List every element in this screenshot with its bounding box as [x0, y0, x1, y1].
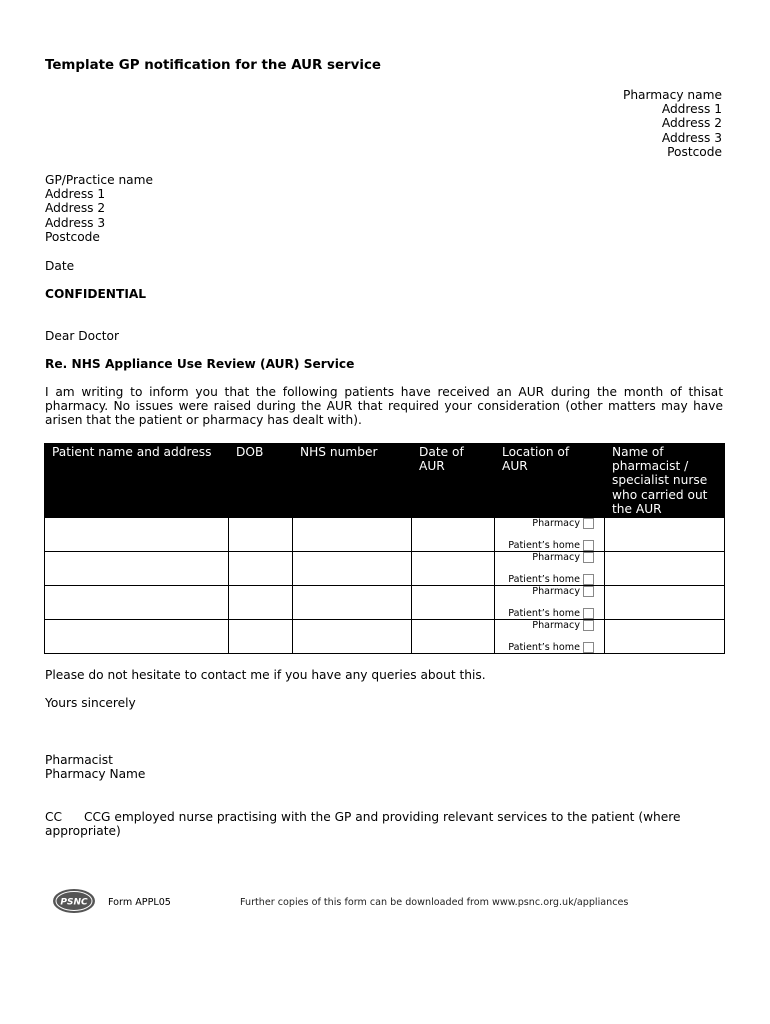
- patients-home-checkbox[interactable]: [583, 608, 594, 619]
- dob-cell[interactable]: [229, 586, 293, 620]
- col-pharmacist-name: Name of pharmacist / specialist nurse who carried out the AUR: [605, 444, 725, 518]
- patient-name-cell[interactable]: [45, 620, 229, 654]
- date-cell[interactable]: [412, 552, 495, 586]
- patient-name-cell[interactable]: [45, 586, 229, 620]
- intro-text: I am writing to inform you that the following patients have received an AUR during the month of: [45, 385, 682, 399]
- pharmacy-name: Pharmacy name: [622, 88, 722, 102]
- form-id: Form APPL05: [108, 897, 171, 908]
- option-label: Patient’s home: [508, 540, 580, 552]
- pharmacist-cell[interactable]: [605, 586, 725, 620]
- intro-text-continued: this pharmacy. No issues were raised during the AUR that required your consideration (other matters may have arisen that the patient or pharmacy has dealt with).: [45, 385, 723, 428]
- dob-cell[interactable]: [229, 620, 293, 654]
- gp-address-block: [45, 173, 153, 244]
- table-row: [45, 518, 725, 552]
- location-pharmacy-option: [532, 586, 594, 597]
- footer: [52, 888, 672, 916]
- location-pharmacy-option: [532, 552, 594, 563]
- location-home-option: [508, 574, 594, 585]
- signature-block: [45, 753, 145, 781]
- location-home-option: [508, 608, 594, 619]
- psnc-logo: [52, 888, 96, 914]
- gp-address-1: Address 1: [45, 187, 106, 202]
- location-pharmacy-option: [532, 518, 594, 529]
- pharmacy-address-3: Address 3: [661, 130, 722, 145]
- pharmacy-checkbox[interactable]: [583, 586, 594, 597]
- pharmacy-address-2: Address 2: [661, 116, 722, 131]
- page-title: Template GP notification for the AUR service: [45, 58, 381, 73]
- patient-name-cell[interactable]: [45, 518, 229, 552]
- closing-query: Please do not hesitate to contact me if you have any queries about this.: [45, 668, 486, 682]
- signature-role: Pharmacist: [45, 753, 113, 767]
- patients-home-checkbox[interactable]: [583, 540, 594, 551]
- further-copies-note: Further copies of this form can be downloaded from www.psnc.org.uk/appliances: [240, 897, 629, 908]
- location-cell: [495, 620, 605, 654]
- option-label: Pharmacy: [532, 620, 580, 632]
- location-pharmacy-option: [532, 620, 594, 631]
- location-home-option: [508, 642, 594, 653]
- pharmacy-checkbox[interactable]: [583, 552, 594, 563]
- date-cell[interactable]: [412, 518, 495, 552]
- table-row: [45, 586, 725, 620]
- location-home-option: [508, 540, 594, 551]
- pharmacy-checkbox[interactable]: [583, 620, 594, 631]
- col-dob: DOB: [229, 444, 293, 518]
- pharmacist-cell[interactable]: [605, 552, 725, 586]
- table-row: [45, 620, 725, 654]
- pharmacy-checkbox[interactable]: [583, 518, 594, 529]
- date-cell[interactable]: [412, 586, 495, 620]
- confidential-label: CONFIDENTIAL: [45, 287, 147, 301]
- col-location: Location of AUR: [495, 444, 605, 518]
- nhs-number-cell[interactable]: [293, 518, 412, 552]
- psnc-logo-text: PSNC: [60, 897, 88, 908]
- location-cell: [495, 552, 605, 586]
- nhs-number-cell[interactable]: [293, 586, 412, 620]
- option-label: Pharmacy: [532, 518, 580, 530]
- col-nhs-number: NHS number: [293, 444, 412, 518]
- aur-patient-table: [44, 443, 725, 654]
- intro-at: at: [710, 385, 723, 399]
- option-label: Patient’s home: [508, 608, 580, 620]
- option-label: Patient’s home: [508, 642, 580, 654]
- option-label: Patient’s home: [508, 574, 580, 586]
- sign-off: Yours sincerely: [45, 696, 136, 710]
- gp-postcode: Postcode: [45, 229, 100, 244]
- patient-name-cell[interactable]: [45, 552, 229, 586]
- dob-cell[interactable]: [229, 518, 293, 552]
- pharmacist-cell[interactable]: [605, 620, 725, 654]
- cc-line: [45, 810, 723, 838]
- signature-pharmacy: Pharmacy Name: [45, 767, 146, 782]
- pharmacist-cell[interactable]: [605, 518, 725, 552]
- pharmacy-postcode: Postcode: [667, 144, 722, 159]
- nhs-number-cell[interactable]: [293, 552, 412, 586]
- col-patient-name: Patient name and address: [45, 444, 229, 518]
- patients-home-checkbox[interactable]: [583, 574, 594, 585]
- table-header-row: [45, 444, 725, 518]
- table-row: [45, 552, 725, 586]
- gp-address-2: Address 2: [45, 201, 106, 216]
- cc-text: CCG employed nurse practising with the GP and providing relevant services to the patient (where appropriate): [45, 810, 681, 839]
- location-cell: [495, 518, 605, 552]
- option-label: Pharmacy: [532, 552, 580, 564]
- gp-address-3: Address 3: [45, 215, 106, 230]
- date-label: Date: [45, 259, 75, 273]
- location-cell: [495, 586, 605, 620]
- salutation: Dear Doctor: [45, 329, 120, 343]
- pharmacy-address-block: [623, 88, 722, 159]
- pharmacy-address-1: Address 1: [661, 102, 722, 117]
- col-date-of-aur: Date of AUR: [412, 444, 495, 518]
- subject-line: Re. NHS Appliance Use Review (AUR) Service: [45, 357, 355, 371]
- patients-home-checkbox[interactable]: [583, 642, 594, 653]
- gp-practice-name: GP/Practice name: [45, 173, 154, 187]
- nhs-number-cell[interactable]: [293, 620, 412, 654]
- cc-label: CC: [45, 810, 63, 824]
- intro-paragraph: [45, 385, 723, 428]
- dob-cell[interactable]: [229, 552, 293, 586]
- option-label: Pharmacy: [532, 586, 580, 598]
- date-cell[interactable]: [412, 620, 495, 654]
